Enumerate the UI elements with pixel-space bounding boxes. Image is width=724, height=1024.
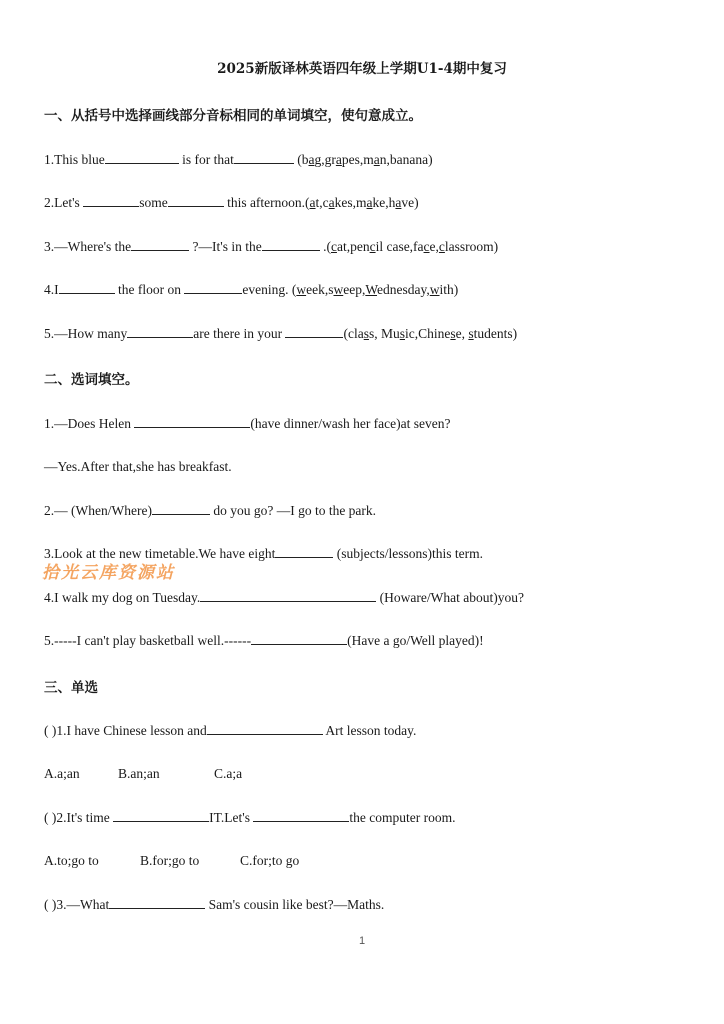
answer-blank[interactable] bbox=[109, 896, 205, 909]
section1-heading: 一、从括号中选择画线部分音标相同的单词填空，使句意成立。 bbox=[44, 108, 422, 124]
option-a[interactable]: A.to;go to bbox=[44, 853, 99, 868]
s2-question-4: 4.I walk my dog on Tuesday. (Howare/What about)you? bbox=[44, 590, 524, 605]
answer-blank[interactable] bbox=[207, 722, 323, 735]
s2-question-3: 3.Look at the new timetable.We have eight (subjects/lessons)this term. bbox=[44, 546, 483, 561]
s1-question-4: 4.I the floor on evening. (week,sweep,Wednesday,with) bbox=[44, 282, 459, 297]
answer-blank[interactable] bbox=[127, 325, 193, 338]
s2-question-5: 5.-----I can't play basketball well.------ (Have a go/Well played)! bbox=[44, 633, 484, 648]
s2-question-2: 2.— (When/Where) do you go? —I go to the park. bbox=[44, 503, 377, 518]
option-b[interactable]: B.for;go to bbox=[140, 853, 200, 868]
option-a[interactable]: A.a;an bbox=[44, 766, 80, 781]
s1-question-5: 5.—How many are there in your (class, Music,Chinese, students) bbox=[44, 326, 518, 341]
option-b[interactable]: B.an;an bbox=[118, 766, 160, 781]
section3-heading: 三、单选 bbox=[44, 680, 98, 696]
s3-question-2: ( )2.It's time IT.Let's the computer room. bbox=[44, 810, 456, 825]
answer-blank[interactable] bbox=[113, 809, 209, 822]
s3-question-2-options bbox=[44, 853, 299, 869]
answer-blank[interactable] bbox=[83, 194, 139, 207]
answer-blank[interactable] bbox=[184, 281, 242, 294]
answer-blank[interactable] bbox=[134, 415, 250, 428]
s3-question-1-options bbox=[44, 766, 242, 782]
s3-question-3: ( )3.—What Sam's cousin like best?—Maths. bbox=[44, 897, 385, 912]
watermark: 拾光云库资源站 bbox=[42, 563, 175, 583]
s2-question-1: 1.—Does Helen (have dinner/wash her face)at seven? bbox=[44, 416, 451, 431]
s3-question-1: ( )1.I have Chinese lesson and Art lesson today. bbox=[44, 723, 417, 738]
answer-blank[interactable] bbox=[152, 502, 210, 515]
answer-blank[interactable] bbox=[234, 151, 294, 164]
answer-blank[interactable] bbox=[262, 238, 320, 251]
page-title: 2025新版译林英语四年级上学期U1-4期中复习 bbox=[217, 61, 507, 77]
answer-blank[interactable] bbox=[168, 194, 224, 207]
s1-question-1: 1.This blue is for that (bag,grapes,man,banana) bbox=[44, 152, 433, 167]
page-number: 1 bbox=[358, 935, 366, 947]
answer-blank[interactable] bbox=[59, 281, 115, 294]
answer-blank[interactable] bbox=[105, 151, 179, 164]
option-c[interactable]: C.for;to go bbox=[240, 853, 300, 868]
answer-blank[interactable] bbox=[275, 545, 333, 558]
answer-blank[interactable] bbox=[253, 809, 349, 822]
section2-heading: 二、选词填空。 bbox=[44, 372, 139, 388]
s2-question-1-response: —Yes.After that,she has breakfast. bbox=[44, 459, 232, 474]
answer-blank[interactable] bbox=[285, 325, 343, 338]
answer-blank[interactable] bbox=[200, 589, 376, 602]
option-c[interactable]: C.a;a bbox=[214, 766, 243, 781]
answer-blank[interactable] bbox=[251, 632, 347, 645]
answer-blank[interactable] bbox=[131, 238, 189, 251]
s1-question-3: 3.—Where's the ?—It's in the .(cat,pencil case,face,classroom) bbox=[44, 239, 499, 254]
s1-question-2: 2.Let's some this afternoon.(at,cakes,make,have) bbox=[44, 195, 419, 210]
